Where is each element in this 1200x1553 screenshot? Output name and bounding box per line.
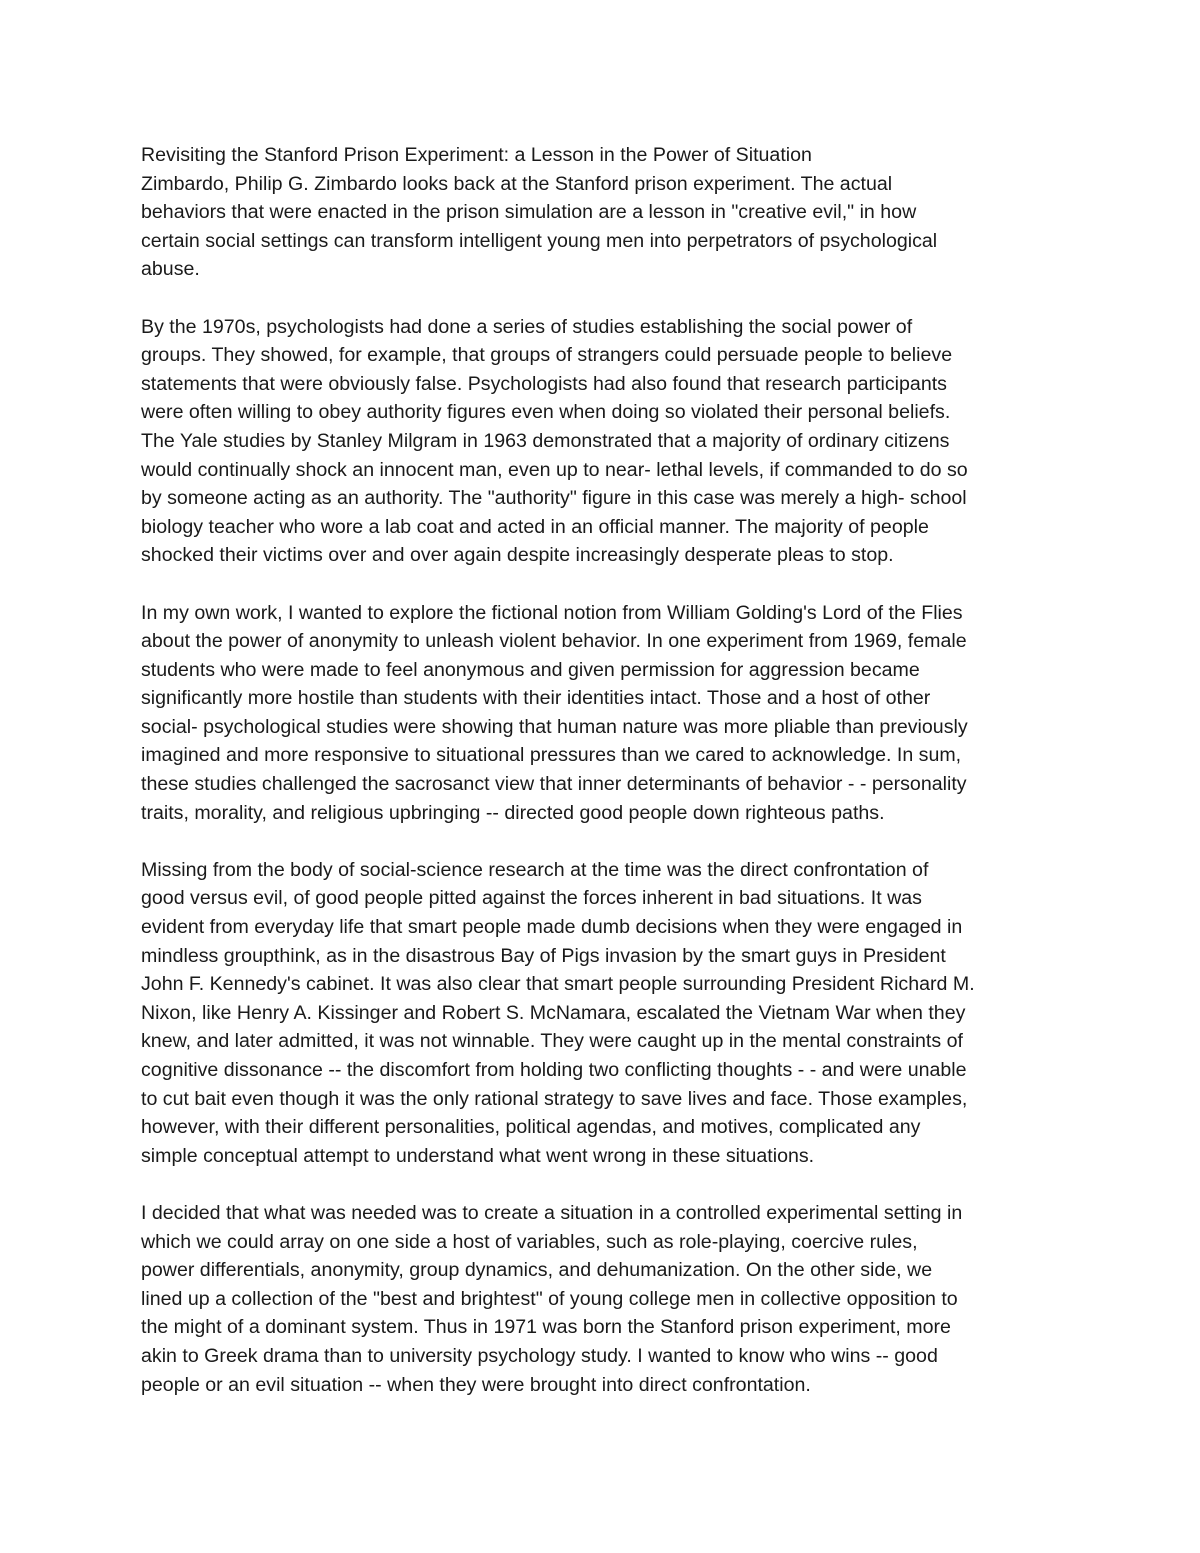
text-line: by someone acting as an authority. The "authority" figure in this case was merely a high- school [141, 487, 967, 510]
text-line: to cut bait even though it was the only rational strategy to save lives and face. Those examples, [141, 1087, 968, 1110]
text-line: however, with their different personalities, political agendas, and motives, complicated any [141, 1116, 921, 1139]
text-line: about the power of anonymity to unleash violent behavior. In one experiment from 1969, female [141, 630, 967, 653]
text-line: these studies challenged the sacrosanct view that inner determinants of behavior - - personality [141, 773, 967, 796]
text-line: evident from everyday life that smart people made dumb decisions when they were engaged in [141, 916, 963, 939]
text-line: the might of a dominant system. Thus in 1971 was born the Stanford prison experiment, more [141, 1316, 951, 1339]
text-line: power differentials, anonymity, group dynamics, and dehumanization. On the other side, we [141, 1259, 933, 1282]
text-line: By the 1970s, psychologists had done a series of studies establishing the social power of [141, 315, 913, 338]
text-line: traits, morality, and religious upbringing -- directed good people down righteous paths. [141, 801, 885, 824]
text-line: which we could array on one side a host of variables, such as role-playing, coercive rules, [141, 1230, 918, 1253]
paragraph-good-versus-evil [141, 856, 1061, 1171]
text-line: abuse. [141, 258, 200, 281]
text-line: mindless groupthink, as in the disastrous Bay of Pigs invasion by the smart guys in President [141, 944, 946, 967]
paragraph-own-work [141, 599, 1061, 828]
text-line: students who were made to feel anonymous and given permission for aggression became [141, 658, 920, 681]
text-line: behaviors that were enacted in the prison simulation are a lesson in "creative evil," in how [141, 201, 917, 224]
document-body [141, 141, 1061, 1399]
text-line: lined up a collection of the "best and brightest" of young college men in collective opposition to [141, 1287, 958, 1310]
text-line: good versus evil, of good people pitted against the forces inherent in bad situations. It was [141, 887, 922, 910]
text-line: In my own work, I wanted to explore the fictional notion from William Golding's Lord of the Flies [141, 601, 963, 624]
text-line: Zimbardo, Philip G. Zimbardo looks back at the Stanford prison experiment. The actual [141, 172, 893, 195]
text-line: simple conceptual attempt to understand what went wrong in these situations. [141, 1144, 815, 1167]
text-line: John F. Kennedy's cabinet. It was also clear that smart people surrounding President Richard M. [141, 973, 975, 996]
text-line: I decided that what was needed was to create a situation in a controlled experimental setting in [141, 1201, 963, 1224]
text-line: people or an evil situation -- when they were brought into direct confrontation. [141, 1373, 811, 1396]
text-line: would continually shock an innocent man, even up to near- lethal levels, if commanded to do so [141, 458, 968, 481]
text-line: Nixon, like Henry A. Kissinger and Robert S. McNamara, escalated the Vietnam War when they [141, 1001, 966, 1024]
text-line: imagined and more responsive to situational pressures than we cared to acknowledge. In sum, [141, 744, 962, 767]
text-line: significantly more hostile than students with their identities intact. Those and a host of other [141, 687, 931, 710]
text-line: biology teacher who wore a lab coat and acted in an official manner. The majority of people [141, 515, 929, 538]
text-line: were often willing to obey authority figures even when doing so violated their personal beliefs. [141, 401, 951, 424]
paragraph-title-and-summary [141, 141, 1061, 284]
paragraph-experiment-design [141, 1199, 1061, 1399]
text-line: akin to Greek drama than to university psychology study. I wanted to know who wins -- good [141, 1344, 938, 1367]
text-line: certain social settings can transform intelligent young men into perpetrators of psychological [141, 229, 938, 252]
text-line: The Yale studies by Stanley Milgram in 1963 demonstrated that a majority of ordinary citizens [141, 429, 950, 452]
text-line: statements that were obviously false. Psychologists had also found that research participants [141, 372, 947, 395]
text-line: shocked their victims over and over again despite increasingly desperate pleas to stop. [141, 544, 894, 567]
text-line: groups. They showed, for example, that groups of strangers could persuade people to believe [141, 344, 953, 367]
document-title: Revisiting the Stanford Prison Experiment: a Lesson in the Power of Situation [141, 144, 812, 166]
text-line: Missing from the body of social-science research at the time was the direct confrontation of [141, 858, 929, 881]
text-line: knew, and later admitted, it was not winnable. They were caught up in the mental constraints of [141, 1030, 963, 1053]
text-line: social- psychological studies were showing that human nature was more pliable than previously [141, 715, 968, 738]
paragraph-1970s-studies [141, 313, 1061, 570]
text-line: cognitive dissonance -- the discomfort from holding two conflicting thoughts - - and were unable [141, 1059, 967, 1081]
